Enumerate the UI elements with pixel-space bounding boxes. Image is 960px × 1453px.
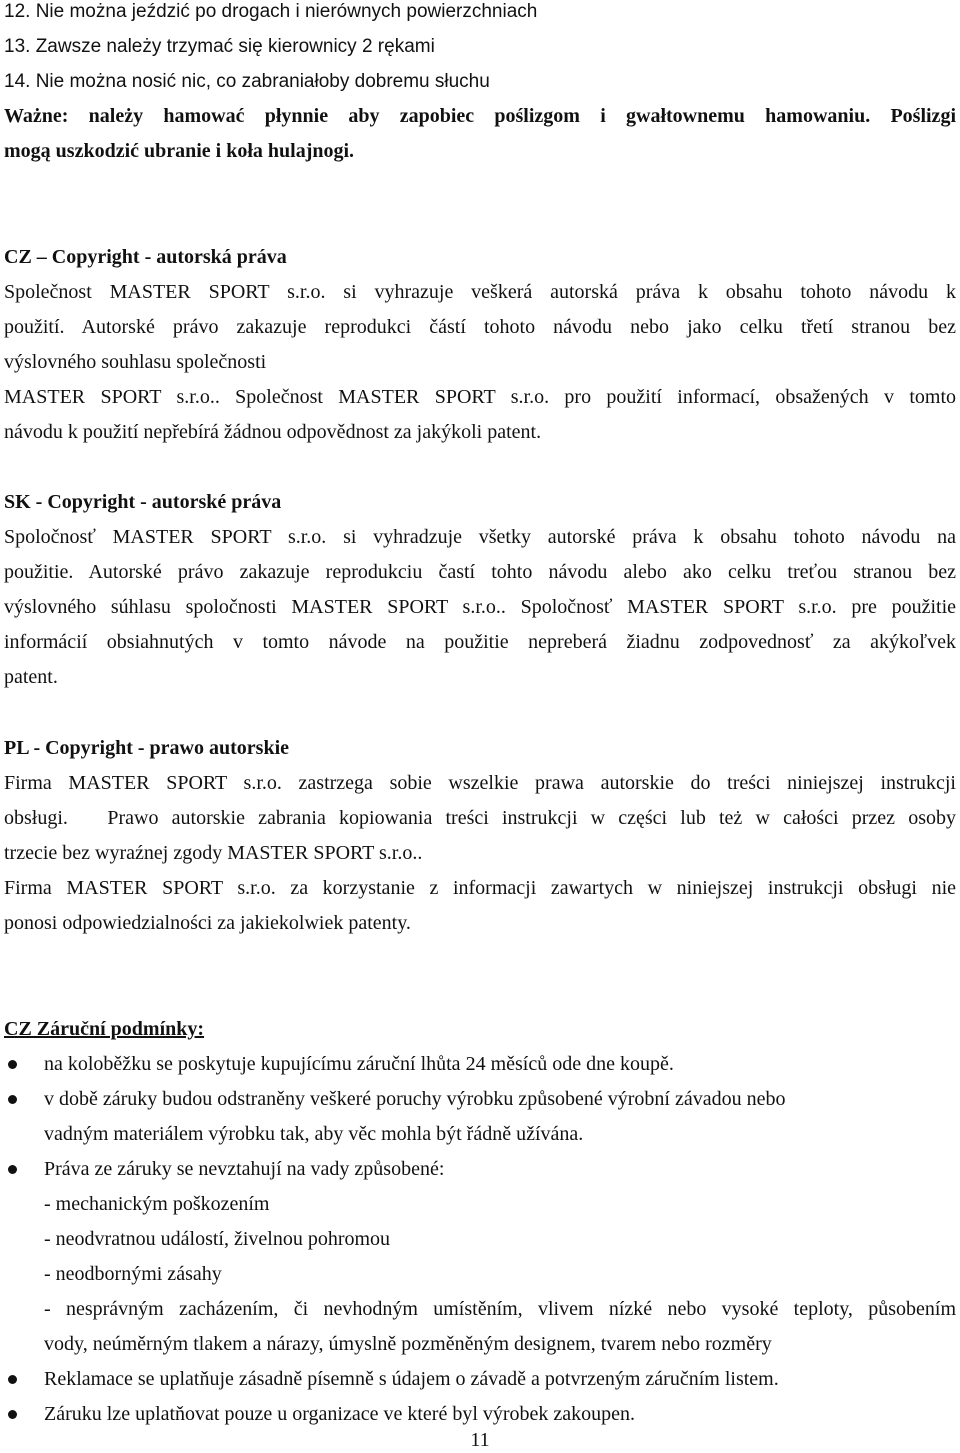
sk-copyright-heading: SK - Copyright - autorské práva	[4, 491, 282, 513]
cz-copyright-heading: CZ – Copyright - autorská práva	[4, 246, 287, 268]
bullet-icon	[8, 1410, 17, 1419]
paragraph-line: Firma MASTER SPORT s.r.o. zastrzega sobie wszelkie prawa autorskie do treści niniejszej instrukcji	[4, 772, 956, 794]
paragraph-line: použití. Autorské právo zakazuje reprodukci částí tohoto návodu nebo jako celku třetí stranou bez	[4, 316, 956, 338]
paragraph-line: informácií obsiahnutých v tomto návode na použitie nepreberá žiadnu zodpovednosť za akýkoľvek	[4, 631, 956, 653]
cz-copyright-body	[4, 275, 956, 450]
bullet-line: vadným materiálem výrobku tak, aby věc mohla být řádně užívána.	[44, 1123, 584, 1145]
important-line: Ważne: należy hamować płynnie aby zapobiec poślizgom i gwałtownemu hamowaniu. Poślizgi	[4, 105, 956, 127]
rules-list	[4, 0, 956, 99]
paragraph-line: MASTER SPORT s.r.o.. Společnost MASTER SPORT s.r.o. pro použití informací, obsažených v tomto	[4, 386, 956, 408]
bullet-icon	[8, 1095, 17, 1104]
paragraph-line: výslovného souhlasu společnosti	[4, 351, 267, 373]
sk-copyright-body	[4, 520, 956, 695]
paragraph-line: Společnost MASTER SPORT s.r.o. si vyhrazuje veškerá autorská práva k obsahu tohoto návodu k	[4, 281, 956, 303]
bullet-line: - neodbornými zásahy	[44, 1263, 222, 1285]
bullet-icon	[8, 1060, 17, 1069]
bullet-line: Práva ze záruky se nevztahují na vady způsobené:	[44, 1158, 445, 1180]
bullet-icon	[8, 1165, 17, 1174]
paragraph-line: ponosi odpowiedzialności za jakiekolwiek patenty.	[4, 912, 411, 934]
pl-copyright-body	[4, 766, 956, 941]
list-item: 14. Nie można nosić nic, co zabraniałoby dobremu słuchu	[4, 71, 490, 92]
bullet-line: - nesprávným zacházením, či nevhodným umístěním, vlivem nízké nebo vysoké teploty, působením	[44, 1298, 956, 1320]
paragraph-line: použitie. Autorské právo zakazuje reprodukciu častí tohto návodu alebo ako celku treťou stranou bez	[4, 561, 956, 583]
paragraph-line: patent.	[4, 666, 58, 688]
important-line: mogą uszkodzić ubranie i koła hulajnogi.	[4, 140, 355, 162]
list-item: 13. Zawsze należy trzymać się kierownicy 2 rękami	[4, 36, 435, 57]
bullet-line: - mechanickým poškozením	[44, 1193, 270, 1215]
paragraph-line: návodu k použití nepřebírá žádnou odpovědnost za jakýkoli patent.	[4, 421, 542, 443]
bullet-line: - neodvratnou událostí, živelnou pohromou	[44, 1228, 391, 1250]
paragraph-line: obsługi. Prawo autorskie zabrania kopiowania treści instrukcji w części lub też w całości przez osoby	[4, 807, 956, 829]
list-item: 12. Nie można jeździć po drogach i nierównych powierzchniach	[4, 1, 538, 22]
cz-warranty-heading: CZ Záruční podmínky:	[4, 1018, 205, 1040]
pl-copyright-heading: PL - Copyright - prawo autorskie	[4, 737, 289, 759]
bullet-line: vody, neúměrným tlakem a nárazy, úmyslně pozměněným designem, tvarem nebo rozměry	[44, 1333, 772, 1355]
bullet-icon	[8, 1375, 17, 1384]
bullet-line: Reklamace se uplatňuje zásadně písemně s údajem o závadě a potvrzeným záručním listem.	[44, 1368, 779, 1390]
important-note	[4, 99, 956, 169]
paragraph-line: Spoločnosť MASTER SPORT s.r.o. si vyhradzuje všetky autorské práva k obsahu tohoto návodu na	[4, 526, 956, 548]
page-number: 11	[470, 1429, 490, 1451]
paragraph-line: Firma MASTER SPORT s.r.o. za korzystanie z informacji zawartych w niniejszej instrukcji obsługi nie	[4, 877, 956, 899]
paragraph-line: výslovného súhlasu spoločnosti MASTER SPORT s.r.o.. Spoločnosť MASTER SPORT s.r.o. pre použitie	[4, 596, 956, 618]
bullet-line: Záruku lze uplatňovat pouze u organizace ve které byl výrobek zakoupen.	[44, 1403, 636, 1425]
bullet-line: na koloběžku se poskytuje kupujícímu záruční lhůta 24 měsíců ode dne koupě.	[44, 1053, 674, 1075]
paragraph-line: trzecie bez wyraźnej zgody MASTER SPORT s.r.o..	[4, 842, 423, 864]
bullet-line: v době záruky budou odstraněny veškeré poruchy výrobku způsobené výrobní závadou nebo	[44, 1088, 786, 1110]
